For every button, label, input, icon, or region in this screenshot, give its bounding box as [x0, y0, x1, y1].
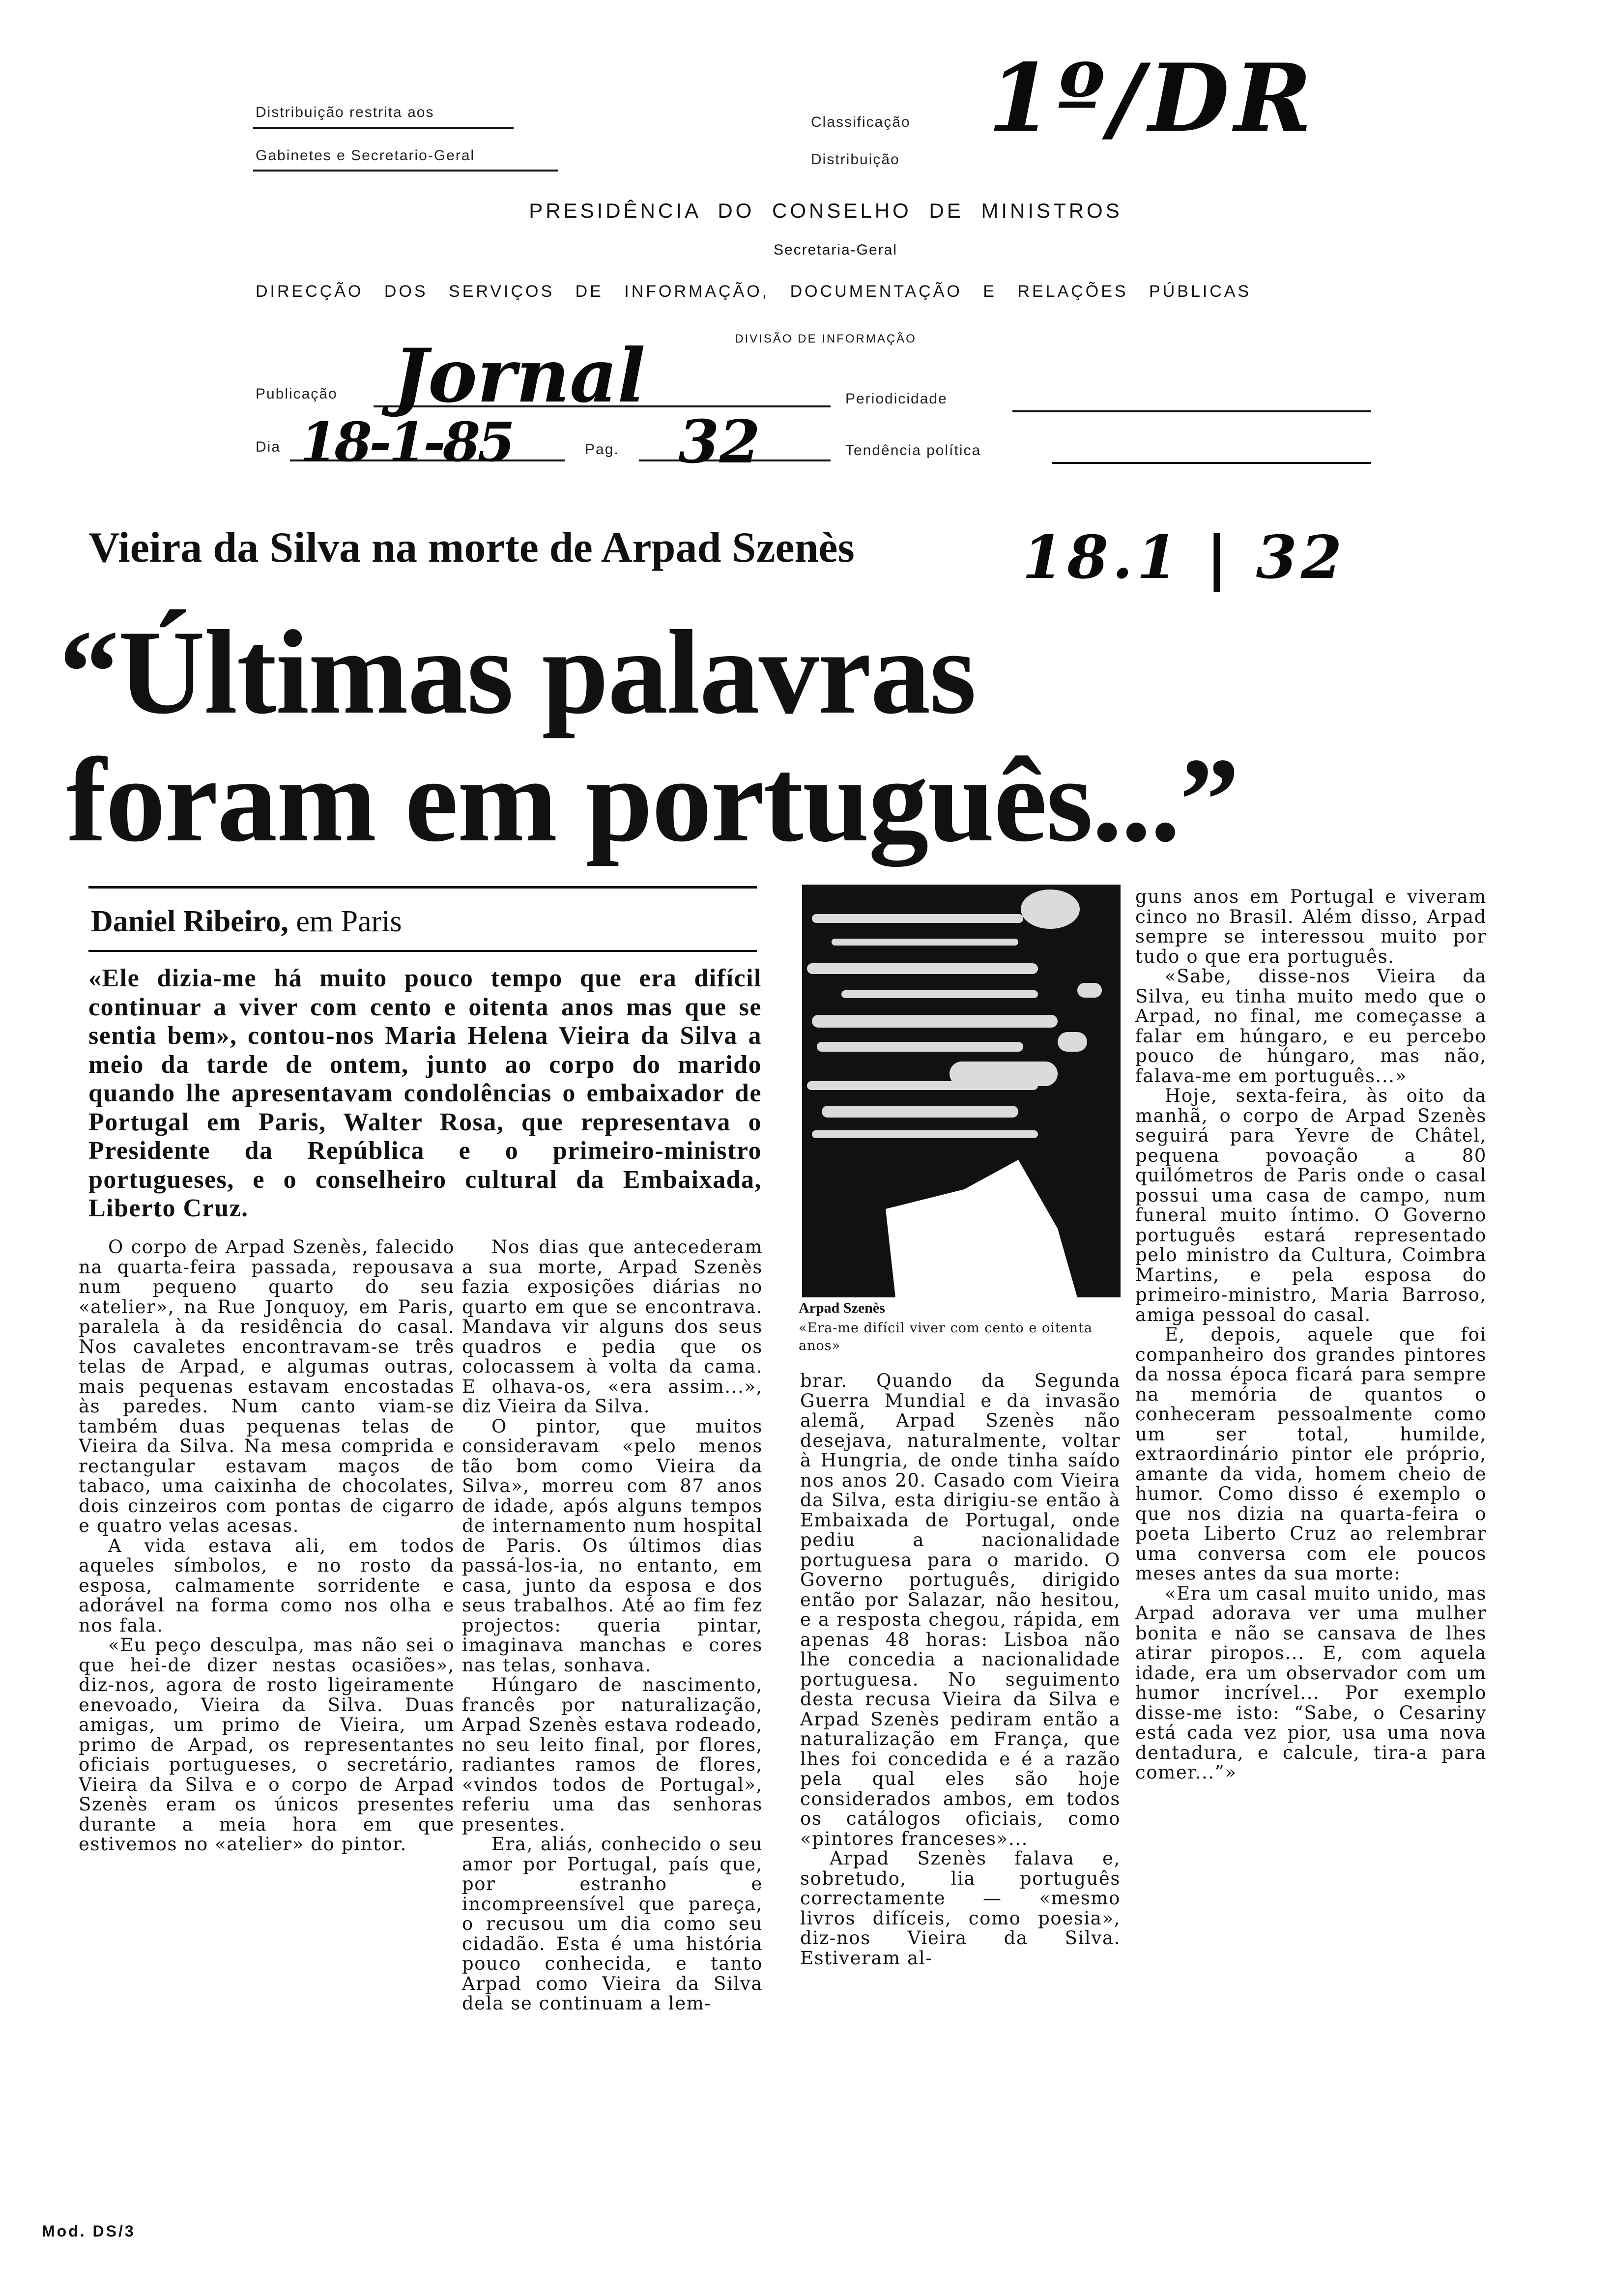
paragraph: Arpad Szenès falava e, sobretudo, lia português correctamente — «mesmo livros difíceis, como poesia», diz-nos Vieira da Silva. Estiveram al-: [800, 1848, 1121, 1969]
article-column-1: [79, 1237, 455, 2112]
publication-value: Jornal: [393, 333, 646, 419]
byline-author: Daniel Ribeiro,: [91, 905, 288, 938]
directorate-title: DIRECÇÃO DOS SERVIÇOS DE INFORMAÇÃO, DOCUMENTAÇÃO E RELAÇÕES PÚBLICAS: [256, 282, 1252, 301]
byline-place: em Paris: [296, 905, 402, 938]
distribution-label: Distribuição: [811, 151, 900, 168]
day-label: Dia: [256, 439, 281, 455]
photo-caption-quote: «Era-me difícil viver com cento e oitenta anos»: [799, 1320, 1093, 1353]
article-column-3: [800, 1371, 1121, 2089]
rule: [88, 950, 757, 952]
form-code: Mod. DS/3: [42, 2222, 136, 2240]
paragraph: «Eu peço desculpa, mas não sei o que hei-de dizer nestas ocasiões», diz-nos, agora de rosto ligeiramente enevoado, Vieira da Silva. Duas amigas, um primo de Vieira, um primo de Arpad, os representantes oficiais portugueses, o secretário, Vieira da Silva e o corpo de Arpad Szenès eram os únicos presentes durante a meia hora em que estivemos no «atelier» do pintor.: [79, 1635, 455, 1855]
page-label: Pag.: [585, 441, 619, 458]
secretariat-title: Secretaria-Geral: [773, 242, 898, 258]
headline-line-2: foram em português...”: [66, 733, 1239, 866]
paragraph: «Sabe, disse-nos Vieira da Silva, eu tinha muito medo que o Arpad, no final, me começasse a falar em húngaro, e eu percebo pouco de húngaro, mas não, falava-me em português...»: [1135, 966, 1487, 1087]
article-column-4: [1135, 887, 1487, 2101]
publication-label: Publicação: [256, 386, 338, 402]
day-value: 18-1-85: [300, 410, 512, 474]
handwritten-annotation: 18.1 | 32: [1022, 523, 1346, 592]
rule: [88, 886, 757, 889]
page-value: 32: [678, 407, 760, 477]
paragraph: guns anos em Portugal e viveram cinco no Brasil. Além disso, Arpad sempre se interessou muito por tudo o que era português.: [1135, 887, 1487, 967]
paragraph: O pintor, que muitos consideravam «pelo menos tão bom como Vieira da Silva», morreu com 87 anos de idade, após alguns tempos de internamento num hospital de Paris. Os últimos dias passá-los-ia, no entanto, em casa, junto da esposa e dos seus trabalhos. Até ao fim fez projectos: queria pintar, imaginava manchas e cores nas telas, sonhava.: [462, 1415, 763, 1676]
headline-line-1: “Últimas palavras: [59, 605, 976, 739]
paragraph: Nos dias que antecederam a sua morte, Arpad Szenès fazia exposições diárias no quarto em que se encontrava. Mandava vir alguns dos seus quadros e pedia que os colocassem à volta da cama. E olhava-os, «era assim...», diz Vieira da Silva.: [462, 1237, 763, 1417]
institution-title: PRESIDÊNCIA DO CONSELHO DE MINISTROS: [529, 199, 1123, 222]
classification-label: Classificação: [811, 114, 911, 130]
paragraph: Era, aliás, conhecido o seu amor por Portugal, país que, por estranho e incompreensível que pareça, o recusou um dia como seu cidadão. Esta é uma história pouco conhecida, e tanto Arpad como Vieira da Silva dela se continuam a lem-: [462, 1834, 763, 2014]
political-tendency-line: [1052, 462, 1371, 464]
paragraph: A vida estava ali, em todos aqueles símbolos, e no rosto da esposa, calmamente sorridente e adorável na forma como nos olha e nos fala.: [79, 1535, 455, 1636]
underline: [253, 170, 558, 172]
periodicity-label: Periodicidade: [845, 391, 948, 407]
distribution-restricted-label: Distribuição restrita aos: [256, 104, 434, 120]
article-column-2: [462, 1237, 763, 2112]
periodicity-line: [1012, 410, 1371, 412]
classification-handwritten: 1º/DR: [988, 43, 1317, 153]
portrait-photo: [802, 885, 1121, 1297]
paragraph: O corpo de Arpad Szenès, falecido na quarta-feira passada, repousava num pequeno quarto do seu «atelier», na Rue Jonquoy, em Paris, paralela à da residência do casal. Nos cavaletes encontravam-se três telas de Arpad, e algumas outras, mais pequenas estavam encostadas às paredes. Num canto viam-se também duas pequenas telas de Vieira da Silva. Na mesa comprida e rectangular estavam maços de tabaco, uma caixinha de chocolates, dois cinzeiros com pontas de cigarro e quatro velas acesas.: [79, 1237, 455, 1536]
distribution-offices-label: Gabinetes e Secretario-Geral: [256, 147, 475, 164]
article-kicker: Vieira da Silva na morte de Arpad Szenès: [88, 524, 855, 572]
paragraph: Hoje, sexta-feira, às oito da manhã, o corpo de Arpad Szenès seguirá para Yevre de Châtel, pequena povoação a 80 quilómetros de Paris onde o casal possui uma casa de campo, num funeral muito íntimo. O Governo português estará representado pelo ministro da Cultura, Coimbra Martins, e pela esposa do primeiro-ministro, Maria Barroso, amiga pessoal do casal.: [1135, 1085, 1487, 1325]
paragraph: Húngaro de nascimento, francês por naturalização, Arpad Szenès estava rodeado, no seu leito final, por flores, radiantes ramos de flores, «vindos todos de Portugal», referiu uma das senhoras presentes.: [462, 1674, 763, 1835]
lead-paragraph: «Ele dizia-me há muito pouco tempo que era difícil continuar a viver com cento e oitenta anos mas que se sentia bem», contou-nos Maria Helena Vieira da Silva a meio da tarde de ontem, junto ao corpo do marido quando lhe apresentavam condolências o embaixador de Portugal em Paris, Walter Rosa, que representava o Presidente da República e o primeiro-ministro portugueses, e o conselheiro cultural da Embaixada, Liberto Cruz.: [88, 964, 762, 1222]
paragraph: E, depois, aquele que foi companheiro dos grandes pintores da nossa época ficará para sempre na memória de quantos o conheceram pessoalmente como um ser total, humilde, extraordinário pintor ele próprio, amante da vida, homem cheio de humor. Como disso é exemplo o que nos dizia na quarta-feira o poeta Liberto Cruz ao relembrar uma conversa com ele poucos meses antes da sua morte:: [1135, 1324, 1487, 1584]
paragraph: «Era um casal muito unido, mas Arpad adorava ver uma mulher bonita e não se cansava de lhes atirar piropos... E, com aquela idade, era um observador com um humor incrível... Por exemplo disse-me isto: “Sabe, o Cesariny está cada vez pior, usa uma nova dentadura, e calcule, tira-a para comer...”»: [1135, 1582, 1487, 1783]
political-tendency-label: Tendência política: [845, 442, 981, 459]
portrait-photo-image: [802, 885, 1121, 1297]
byline: [91, 904, 402, 939]
photo-caption-name: Arpad Szenès: [799, 1300, 885, 1316]
article-lead: [88, 964, 762, 1230]
underline: [253, 127, 514, 129]
paragraph: brar. Quando da Segunda Guerra Mundial e da invasão alemã, Arpad Szenès não desejava, naturalmente, voltar à Hungria, de onde tinha saído nos anos 20. Casado com Vieira da Silva, esta dirigiu-se então à Embaixada de Portugal, onde pediu a nacionalidade portuguesa para o marido. O Governo português, dirigido então por Salazar, não hesitou, e a resposta chegou, rápida, em apenas 48 horas: Lisboa não lhe concedia a nacionalidade portuguesa. No seguimento desta recusa Vieira da Silva e Arpad Szenès pediram então a naturalização em França, que lhes foi concedida e é a razão pela qual eles são hoje considerados ambos, em todos os catálogos oficiais, como «pintores franceses»...: [800, 1371, 1121, 1849]
division-title: DIVISÃO DE INFORMAÇÃO: [735, 332, 917, 345]
